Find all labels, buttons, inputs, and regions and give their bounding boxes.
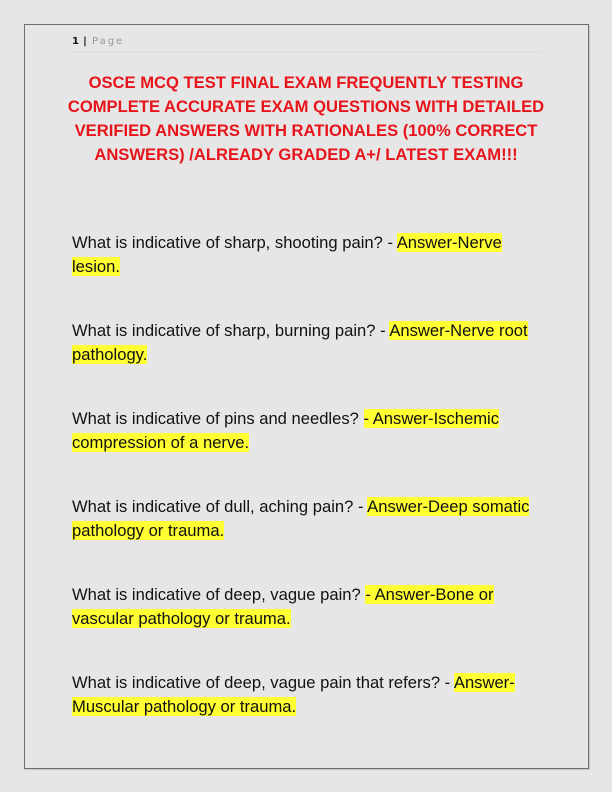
page-separator: | (83, 36, 87, 47)
qa-item (72, 583, 546, 671)
qa-item (72, 671, 546, 759)
question-text: What is indicative of pins and needles? (72, 409, 364, 428)
page-header (72, 35, 543, 52)
qa-item (72, 231, 546, 319)
question-text: What is indicative of dull, aching pain? - (72, 497, 368, 516)
answer-text: - Answer-Bone or vascular pathology or trauma. (72, 585, 494, 628)
question-text: What is indicative of sharp, shooting pain? - (72, 233, 397, 252)
answer-text: Answer-Deep somatic pathology or trauma. (72, 497, 530, 540)
question-text: What is indicative of deep, vague pain? (72, 585, 366, 604)
qa-item (72, 319, 546, 407)
document-title: OSCE MCQ TEST FINAL EXAM FREQUENTLY TESTING COMPLETE ACCURATE EXAM QUESTIONS WITH DETAILED VERIFIED ANSWERS WITH RATIONALES (100% CORRECT ANSWERS) /ALREADY GRADED A+/ LATEST EXAM!!! (67, 73, 545, 164)
question-text: What is indicative of sharp, burning pain? - (72, 321, 390, 340)
answer-text: Answer-Muscular pathology or trauma. (72, 673, 515, 716)
answer-text: Answer-Nerve root pathology. (72, 321, 528, 364)
qa-list (72, 231, 546, 759)
question-text: What is indicative of deep, vague pain that refers? - (72, 673, 454, 692)
answer-text: - Answer-Ischemic compression of a nerve. (72, 409, 500, 452)
page-number: 1 (72, 36, 79, 47)
qa-item (72, 495, 546, 583)
page-label: Page (92, 36, 125, 47)
answer-text: Answer-Nerve lesion. (72, 233, 502, 276)
qa-item (72, 407, 546, 495)
